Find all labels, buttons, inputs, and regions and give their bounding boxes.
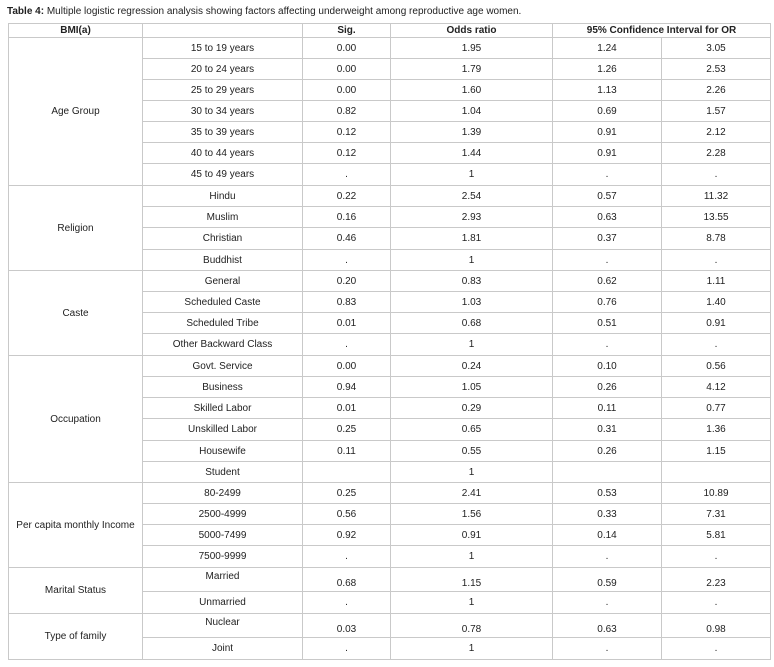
- ci-upper-value: .: [662, 164, 771, 186]
- row-label: Govt. Service: [143, 356, 303, 377]
- ci-upper-value: 0.77: [662, 398, 771, 419]
- table-row: [9, 483, 771, 504]
- odds-ratio-value: 0.68: [391, 313, 553, 334]
- ci-upper-value: 2.53: [662, 59, 771, 80]
- sig-value: .: [303, 334, 391, 356]
- sig-value: .: [303, 546, 391, 568]
- ci-lower-value: 0.26: [553, 441, 662, 462]
- ci-lower-value: 0.63: [553, 614, 662, 638]
- ci-lower-value: 0.31: [553, 419, 662, 441]
- ci-lower-value: 1.26: [553, 59, 662, 80]
- ci-lower-value: .: [553, 546, 662, 568]
- odds-ratio-value: 1: [391, 164, 553, 186]
- ci-lower-value: 0.11: [553, 398, 662, 419]
- ci-upper-value: 2.23: [662, 568, 771, 592]
- table-row: [9, 271, 771, 292]
- ci-upper-value: 0.98: [662, 614, 771, 638]
- row-label: Skilled Labor: [143, 398, 303, 419]
- row-label: 5000-7499: [143, 525, 303, 546]
- table-caption-label: Table 4:: [7, 6, 45, 17]
- odds-ratio-value: 2.54: [391, 186, 553, 207]
- ci-lower-value: .: [553, 334, 662, 356]
- table-body: [9, 38, 771, 660]
- row-label: Muslim: [143, 207, 303, 228]
- header-bmi: BMI(a): [9, 24, 143, 38]
- ci-lower-value: 0.53: [553, 483, 662, 504]
- ci-lower-value: .: [553, 592, 662, 614]
- group-label: Occupation: [9, 356, 143, 483]
- sig-value: 0.20: [303, 271, 391, 292]
- ci-upper-value: .: [662, 638, 771, 660]
- sig-value: 0.82: [303, 101, 391, 122]
- header-sig: Sig.: [303, 24, 391, 38]
- odds-ratio-value: 1.81: [391, 228, 553, 250]
- sig-value: .: [303, 164, 391, 186]
- table-row: [9, 186, 771, 207]
- odds-ratio-value: 1: [391, 592, 553, 614]
- regression-table: [8, 23, 771, 660]
- row-label: 20 to 24 years: [143, 59, 303, 80]
- odds-ratio-value: 1.05: [391, 377, 553, 398]
- ci-upper-value: 8.78: [662, 228, 771, 250]
- sig-value: 0.94: [303, 377, 391, 398]
- ci-lower-value: 0.51: [553, 313, 662, 334]
- sig-value: 0.68: [303, 568, 391, 592]
- odds-ratio-value: 1.15: [391, 568, 553, 592]
- row-label: 7500-9999: [143, 546, 303, 568]
- ci-upper-value: .: [662, 592, 771, 614]
- odds-ratio-value: 1.56: [391, 504, 553, 525]
- group-label: Marital Status: [9, 568, 143, 614]
- odds-ratio-value: 1.79: [391, 59, 553, 80]
- odds-ratio-value: 1: [391, 334, 553, 356]
- row-label: Married: [143, 568, 303, 592]
- sig-value: 0.56: [303, 504, 391, 525]
- ci-upper-value: 1.11: [662, 271, 771, 292]
- sig-value: 0.92: [303, 525, 391, 546]
- row-label: Hindu: [143, 186, 303, 207]
- ci-lower-value: 0.10: [553, 356, 662, 377]
- ci-lower-value: 0.91: [553, 143, 662, 164]
- sig-value: 0.00: [303, 356, 391, 377]
- odds-ratio-value: 1.03: [391, 292, 553, 313]
- sig-value: 0.22: [303, 186, 391, 207]
- header-confidence-interval: 95% Confidence Interval for OR: [553, 24, 771, 38]
- odds-ratio-value: 0.55: [391, 441, 553, 462]
- odds-ratio-value: 1: [391, 250, 553, 271]
- row-label: Housewife: [143, 441, 303, 462]
- ci-upper-value: [662, 462, 771, 483]
- odds-ratio-value: 0.83: [391, 271, 553, 292]
- ci-upper-value: 3.05: [662, 38, 771, 59]
- table-row: [9, 568, 771, 592]
- sig-value: 0.12: [303, 143, 391, 164]
- ci-lower-value: 0.63: [553, 207, 662, 228]
- odds-ratio-value: 0.24: [391, 356, 553, 377]
- sig-value: 0.16: [303, 207, 391, 228]
- ci-lower-value: 0.76: [553, 292, 662, 313]
- odds-ratio-value: 0.29: [391, 398, 553, 419]
- ci-upper-value: 0.91: [662, 313, 771, 334]
- ci-lower-value: 0.14: [553, 525, 662, 546]
- odds-ratio-value: 2.93: [391, 207, 553, 228]
- row-label: 80-2499: [143, 483, 303, 504]
- ci-upper-value: 2.12: [662, 122, 771, 143]
- odds-ratio-value: 1: [391, 462, 553, 483]
- ci-upper-value: 11.32: [662, 186, 771, 207]
- row-label: General: [143, 271, 303, 292]
- table-row: [9, 356, 771, 377]
- sig-value: .: [303, 638, 391, 660]
- ci-lower-value: 0.69: [553, 101, 662, 122]
- sig-value: 0.01: [303, 398, 391, 419]
- table-caption-text: Multiple logistic regression analysis showing factors affecting underweight among reproductive age women.: [44, 6, 522, 17]
- ci-lower-value: .: [553, 250, 662, 271]
- sig-value: 0.01: [303, 313, 391, 334]
- header-blank: [143, 24, 303, 38]
- sig-value: 0.83: [303, 292, 391, 313]
- ci-upper-value: 13.55: [662, 207, 771, 228]
- ci-upper-value: .: [662, 334, 771, 356]
- odds-ratio-value: 1.60: [391, 80, 553, 101]
- odds-ratio-value: 0.78: [391, 614, 553, 638]
- odds-ratio-value: 1.44: [391, 143, 553, 164]
- ci-lower-value: [553, 462, 662, 483]
- sig-value: 0.25: [303, 419, 391, 441]
- ci-lower-value: .: [553, 164, 662, 186]
- ci-upper-value: 10.89: [662, 483, 771, 504]
- row-label: 40 to 44 years: [143, 143, 303, 164]
- ci-upper-value: 1.36: [662, 419, 771, 441]
- ci-upper-value: 1.57: [662, 101, 771, 122]
- row-label: Unmarried: [143, 592, 303, 614]
- sig-value: .: [303, 250, 391, 271]
- odds-ratio-value: 2.41: [391, 483, 553, 504]
- ci-lower-value: 0.62: [553, 271, 662, 292]
- sig-value: 0.12: [303, 122, 391, 143]
- sig-value: .: [303, 592, 391, 614]
- group-label: Caste: [9, 271, 143, 356]
- row-label: Scheduled Caste: [143, 292, 303, 313]
- sig-value: 0.25: [303, 483, 391, 504]
- ci-lower-value: 0.33: [553, 504, 662, 525]
- ci-upper-value: 2.26: [662, 80, 771, 101]
- table-row: [9, 614, 771, 638]
- sig-value: 0.00: [303, 59, 391, 80]
- ci-lower-value: 1.13: [553, 80, 662, 101]
- ci-upper-value: 1.40: [662, 292, 771, 313]
- row-label: Student: [143, 462, 303, 483]
- sig-value: 0.03: [303, 614, 391, 638]
- ci-lower-value: 1.24: [553, 38, 662, 59]
- ci-lower-value: 0.57: [553, 186, 662, 207]
- row-label: Nuclear: [143, 614, 303, 638]
- header-odds-ratio: Odds ratio: [391, 24, 553, 38]
- ci-lower-value: 0.26: [553, 377, 662, 398]
- row-label: Buddhist: [143, 250, 303, 271]
- row-label: Other Backward Class: [143, 334, 303, 356]
- row-label: Business: [143, 377, 303, 398]
- row-label: 15 to 19 years: [143, 38, 303, 59]
- sig-value: 0.46: [303, 228, 391, 250]
- header-row: [9, 24, 771, 38]
- ci-upper-value: 5.81: [662, 525, 771, 546]
- group-label: Age Group: [9, 38, 143, 186]
- ci-upper-value: 4.12: [662, 377, 771, 398]
- row-label: Joint: [143, 638, 303, 660]
- ci-lower-value: .: [553, 638, 662, 660]
- odds-ratio-value: 1: [391, 546, 553, 568]
- ci-lower-value: 0.59: [553, 568, 662, 592]
- ci-upper-value: 2.28: [662, 143, 771, 164]
- odds-ratio-value: 1.39: [391, 122, 553, 143]
- odds-ratio-value: 0.65: [391, 419, 553, 441]
- row-label: 25 to 29 years: [143, 80, 303, 101]
- ci-upper-value: 7.31: [662, 504, 771, 525]
- sig-value: 0.00: [303, 38, 391, 59]
- ci-upper-value: .: [662, 250, 771, 271]
- ci-upper-value: 1.15: [662, 441, 771, 462]
- sig-value: 0.00: [303, 80, 391, 101]
- row-label: Christian: [143, 228, 303, 250]
- row-label: 45 to 49 years: [143, 164, 303, 186]
- table-row: [9, 38, 771, 59]
- group-label: Per capita monthly Income: [9, 483, 143, 568]
- odds-ratio-value: 1.04: [391, 101, 553, 122]
- odds-ratio-value: 1.95: [391, 38, 553, 59]
- row-label: 30 to 34 years: [143, 101, 303, 122]
- row-label: Unskilled Labor: [143, 419, 303, 441]
- odds-ratio-value: 1: [391, 638, 553, 660]
- row-label: Scheduled Tribe: [143, 313, 303, 334]
- odds-ratio-value: 0.91: [391, 525, 553, 546]
- ci-lower-value: 0.91: [553, 122, 662, 143]
- row-label: 35 to 39 years: [143, 122, 303, 143]
- ci-lower-value: 0.37: [553, 228, 662, 250]
- row-label: 2500-4999: [143, 504, 303, 525]
- sig-value: 0.11: [303, 441, 391, 462]
- table-caption: [7, 6, 521, 17]
- ci-upper-value: .: [662, 546, 771, 568]
- group-label: Religion: [9, 186, 143, 271]
- ci-upper-value: 0.56: [662, 356, 771, 377]
- sig-value: [303, 462, 391, 483]
- group-label: Type of family: [9, 614, 143, 660]
